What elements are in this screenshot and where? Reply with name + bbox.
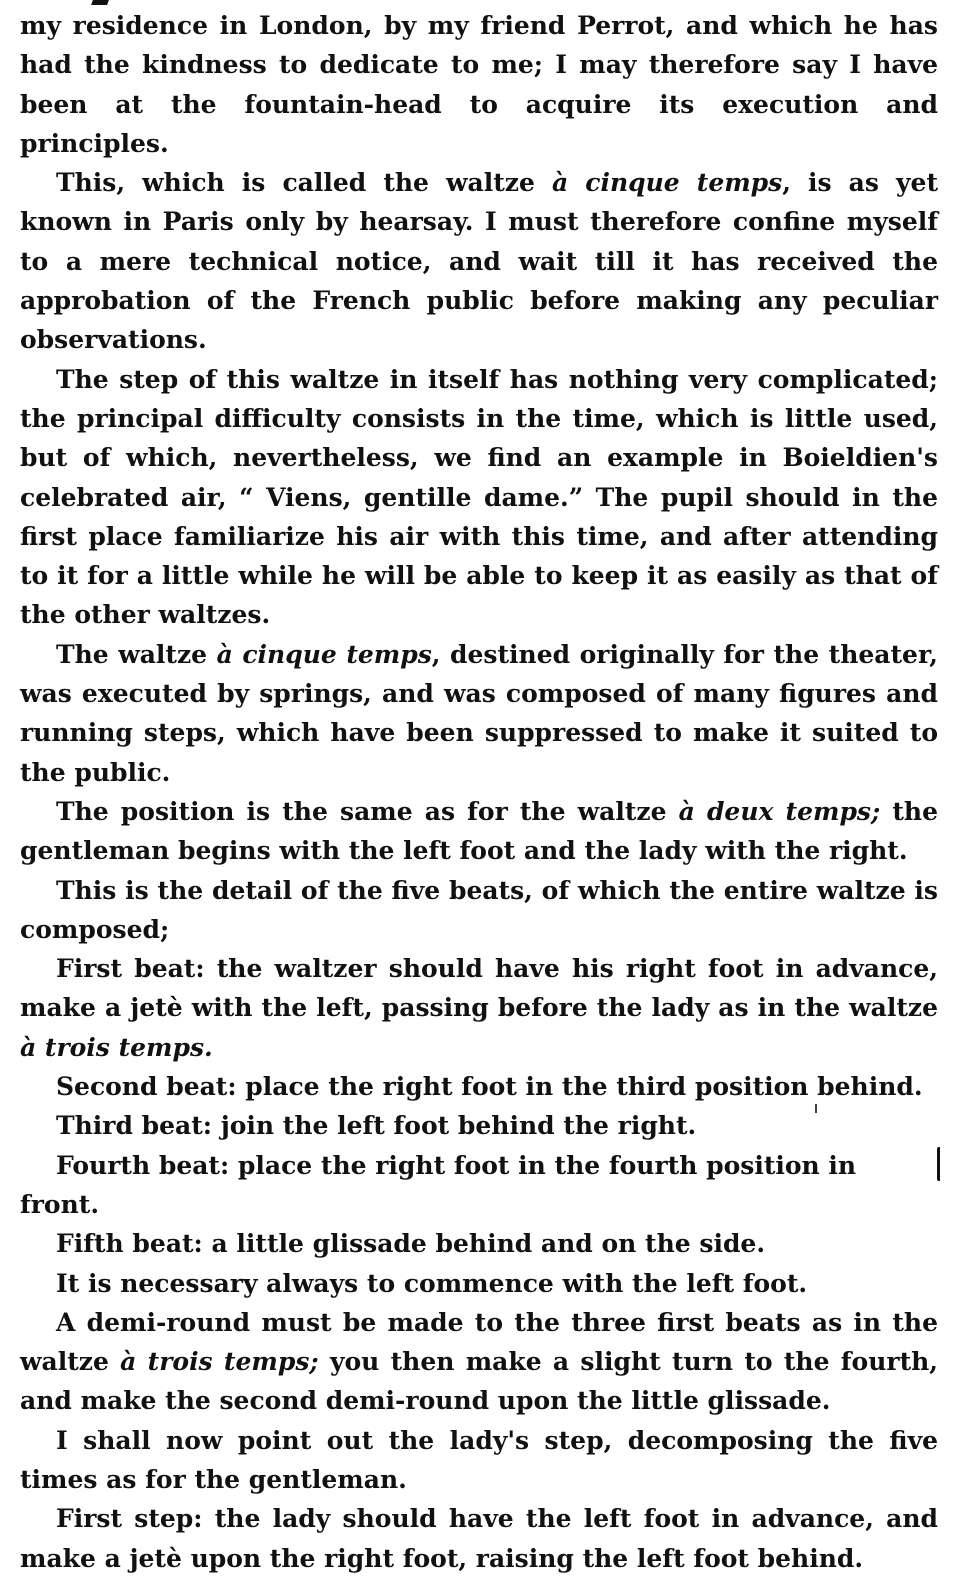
text-run: It is necessary always to commence with the left foot. xyxy=(56,1268,808,1298)
italic-phrase: à cinque temps xyxy=(216,639,432,669)
text-run: This, which is called the waltze xyxy=(56,168,552,198)
paragraph-called xyxy=(20,163,938,359)
italic-phrase: à deux temps; xyxy=(678,796,881,826)
paragraph-fifth-beat xyxy=(20,1224,938,1263)
text-run: The waltze xyxy=(56,639,217,669)
italic-phrase: à trois temps; xyxy=(120,1347,319,1377)
paragraph-commence xyxy=(20,1264,938,1303)
paragraph-third-beat xyxy=(20,1106,938,1145)
text-run: , destined originally for the theater, was executed by springs, and was composed of many figures and running steps, which have been suppressed to make it suited to the public. xyxy=(20,639,938,787)
paragraph-step xyxy=(20,360,938,635)
text-run: First beat: the waltzer should have his right foot in advance, make a jetè with the left, passing before the lady as in the waltze xyxy=(20,954,938,1023)
paragraph-first-beat xyxy=(20,949,938,1067)
text-run: Third beat: join the left foot behind the right. xyxy=(56,1111,697,1141)
text-run: I shall now point out the lady's step, decomposing the five times as for the gentleman. xyxy=(20,1425,938,1494)
text-run: my residence in London, by my friend Perrot, and which he has had the kindness to dedicate to me; I may therefore say I have been at the fountain-head to acquire its execution and principles. xyxy=(20,11,938,158)
top-ink-mark xyxy=(91,0,109,5)
paragraph-detail xyxy=(20,871,938,950)
text-run: A demi-round must be made to the three first beats as in the waltze xyxy=(20,1307,938,1377)
text-run: Fifth beat: a little glissade behind and on the side. xyxy=(56,1229,766,1259)
paragraph-second-beat xyxy=(20,1067,938,1106)
paragraph-position xyxy=(20,792,938,871)
text-run: Fourth beat: place the right foot in the fourth position in front. xyxy=(20,1150,857,1219)
text-run: the gentleman begins with the left foot and the lady with the right. xyxy=(20,796,938,866)
paragraph-fourth-beat xyxy=(20,1146,938,1225)
italic-phrase: à trois temps. xyxy=(20,1032,213,1062)
paragraph-destined xyxy=(20,635,938,792)
paragraph-demi-round xyxy=(20,1303,938,1421)
text-run: The position is the same as for the waltze xyxy=(56,796,679,826)
book-page-text xyxy=(20,6,938,1578)
text-run: This is the detail of the five beats, of which the entire waltze is composed; xyxy=(20,875,938,944)
text-run: you then make a slight turn to the fourth, and make the second demi-round upon the little glissade. xyxy=(20,1347,939,1416)
margin-ink-mark xyxy=(937,1147,944,1181)
text-run: First step: the lady should have the left foot in advance, and make a jetè upon the right foot, raising the left foot behind. xyxy=(20,1504,938,1573)
paragraph-residence xyxy=(20,6,938,163)
paragraph-first-step xyxy=(20,1499,938,1578)
text-run: , is as yet known in Paris only by hearsay. I must therefore confine myself to a mere technical notice, and wait till it has received the approbation of the French public before making any peculiar observations. xyxy=(20,168,939,355)
text-run: The step of this waltze in itself has nothing very complicated; the principal difficulty consists in the time, which is little used, but of which, nevertheless, we find an example in Boieldien's celebrated air, “ Viens, gentille dame.” The pupil should in the first place familiarize his air with this time, and after attending to it for a little while he will be able to keep it as easily as that of the other waltzes. xyxy=(20,364,938,630)
paragraph-lady-step xyxy=(20,1421,938,1500)
italic-phrase: à cinque temps xyxy=(551,168,783,198)
text-run: Second beat: place the right foot in the third position behind. xyxy=(56,1072,923,1102)
